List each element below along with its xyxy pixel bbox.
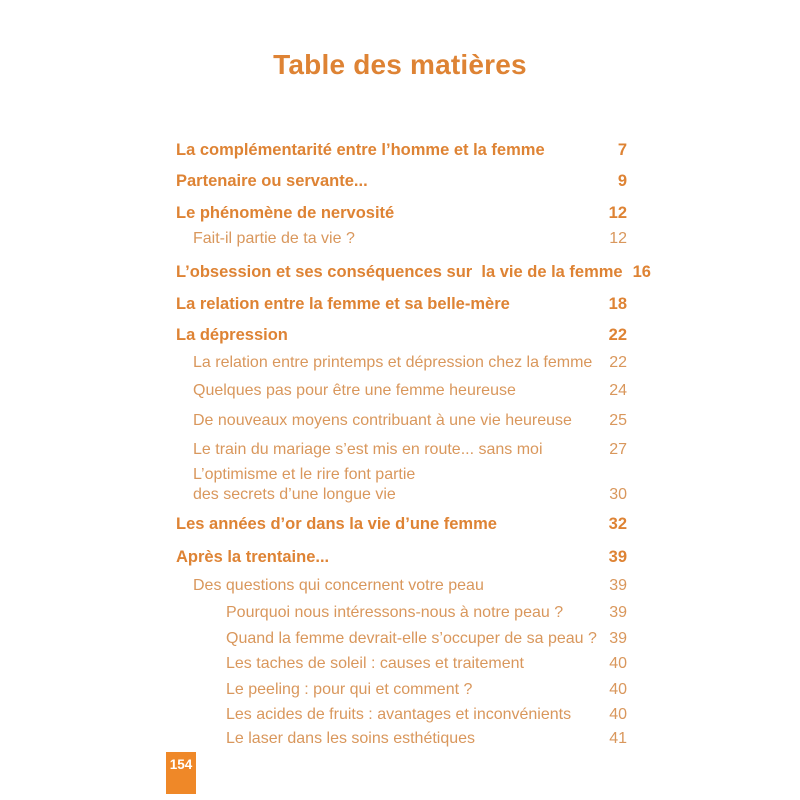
toc-entry <box>176 680 627 700</box>
toc-entry-page: 39 <box>608 548 627 566</box>
toc-entry <box>176 629 627 649</box>
toc-entry <box>176 440 627 460</box>
toc-entry-page: 25 <box>609 412 627 429</box>
toc-entry-label: Pourquoi nous intéressons-nous à notre peau ? <box>226 604 564 621</box>
toc-entry <box>176 705 627 725</box>
toc-entry-page: 9 <box>617 172 627 190</box>
toc-entry-label-line2: des secrets d’une longue vie <box>193 486 396 503</box>
toc-entry-page: 7 <box>617 141 627 159</box>
toc-entry-label: Le train du mariage s’est mis en route... sans moi <box>193 441 543 458</box>
toc-entry <box>176 514 627 534</box>
toc-entry-page: 22 <box>609 354 627 371</box>
toc-entry-label: De nouveaux moyens contribuant à une vie heureuse <box>193 412 572 429</box>
toc-entry-page: 39 <box>609 577 627 594</box>
toc-entry <box>176 140 627 160</box>
toc-entry-label: Après la trentaine... <box>176 548 330 566</box>
page-title: Table des matières <box>273 49 527 80</box>
toc-entry <box>176 171 627 191</box>
toc-entry-label: Le peeling : pour qui et comment ? <box>226 681 473 698</box>
table-of-contents <box>176 0 651 800</box>
toc-entry-label: La relation entre la femme et sa belle-mère <box>176 295 510 313</box>
toc-entry-label: La relation entre printemps et dépression chez la femme <box>193 354 593 371</box>
toc-entry-label: Les taches de soleil : causes et traitement <box>226 655 524 672</box>
toc-entry <box>176 729 627 749</box>
toc-entry-page: 41 <box>609 730 627 747</box>
toc-entry-page: 40 <box>609 706 627 723</box>
toc-entry-page: 12 <box>608 204 627 222</box>
toc-entry-label: Le phénomène de nervosité <box>176 204 395 222</box>
toc-entry-page: 40 <box>609 681 627 698</box>
toc-entry <box>176 203 627 223</box>
toc-entry <box>176 465 627 505</box>
toc-entry-label-line1: L’optimisme et le rire font partie <box>193 466 416 483</box>
toc-entry-page: 18 <box>608 295 627 313</box>
toc-entry-page: 32 <box>608 515 627 533</box>
toc-entry-page: 12 <box>609 230 627 247</box>
toc-entry-label: Le laser dans les soins esthétiques <box>226 730 476 747</box>
toc-entry <box>176 294 627 314</box>
toc-entry-label: Quand la femme devrait-elle s’occuper de sa peau ? <box>226 630 597 647</box>
toc-entry-page: 27 <box>609 441 627 458</box>
toc-entry <box>176 381 627 401</box>
toc-entry-label: La complémentarité entre l’homme et la femme <box>176 141 545 159</box>
toc-entry-page: 30 <box>609 486 627 503</box>
toc-entry-label: Des questions qui concernent votre peau <box>193 577 484 594</box>
toc-entry-page: 39 <box>609 630 627 647</box>
toc-entry <box>176 654 627 674</box>
toc-entry-label: Quelques pas pour être une femme heureuse <box>193 382 516 399</box>
toc-entry-page: 40 <box>609 655 627 672</box>
toc-entry <box>176 603 627 623</box>
toc-entry-label: Fait-il partie de ta vie ? <box>193 230 355 247</box>
toc-entry-label: La dépression <box>176 326 288 344</box>
page-number: 154 <box>169 757 193 772</box>
toc-entry <box>176 229 627 249</box>
toc-entry <box>176 262 651 282</box>
toc-entry-label <box>176 465 415 505</box>
toc-entry-page: 22 <box>608 326 627 344</box>
toc-entry <box>176 411 627 431</box>
toc-entry-label: Les années d’or dans la vie d’une femme <box>176 515 497 533</box>
toc-entry-label: Partenaire ou servante... <box>176 172 368 190</box>
toc-entry <box>176 547 627 567</box>
toc-entry <box>176 325 627 345</box>
toc-entry <box>176 353 627 373</box>
toc-entry <box>176 576 627 596</box>
page-number-badge <box>166 752 196 794</box>
toc-entry-label: L’obsession et ses conséquences sur la vie de la femme <box>176 263 623 281</box>
toc-entry-page: 24 <box>609 382 627 399</box>
toc-entry-page: 39 <box>609 604 627 621</box>
toc-entry-page: 16 <box>632 263 651 281</box>
toc-entry-label: Les acides de fruits : avantages et inconvénients <box>226 706 572 723</box>
